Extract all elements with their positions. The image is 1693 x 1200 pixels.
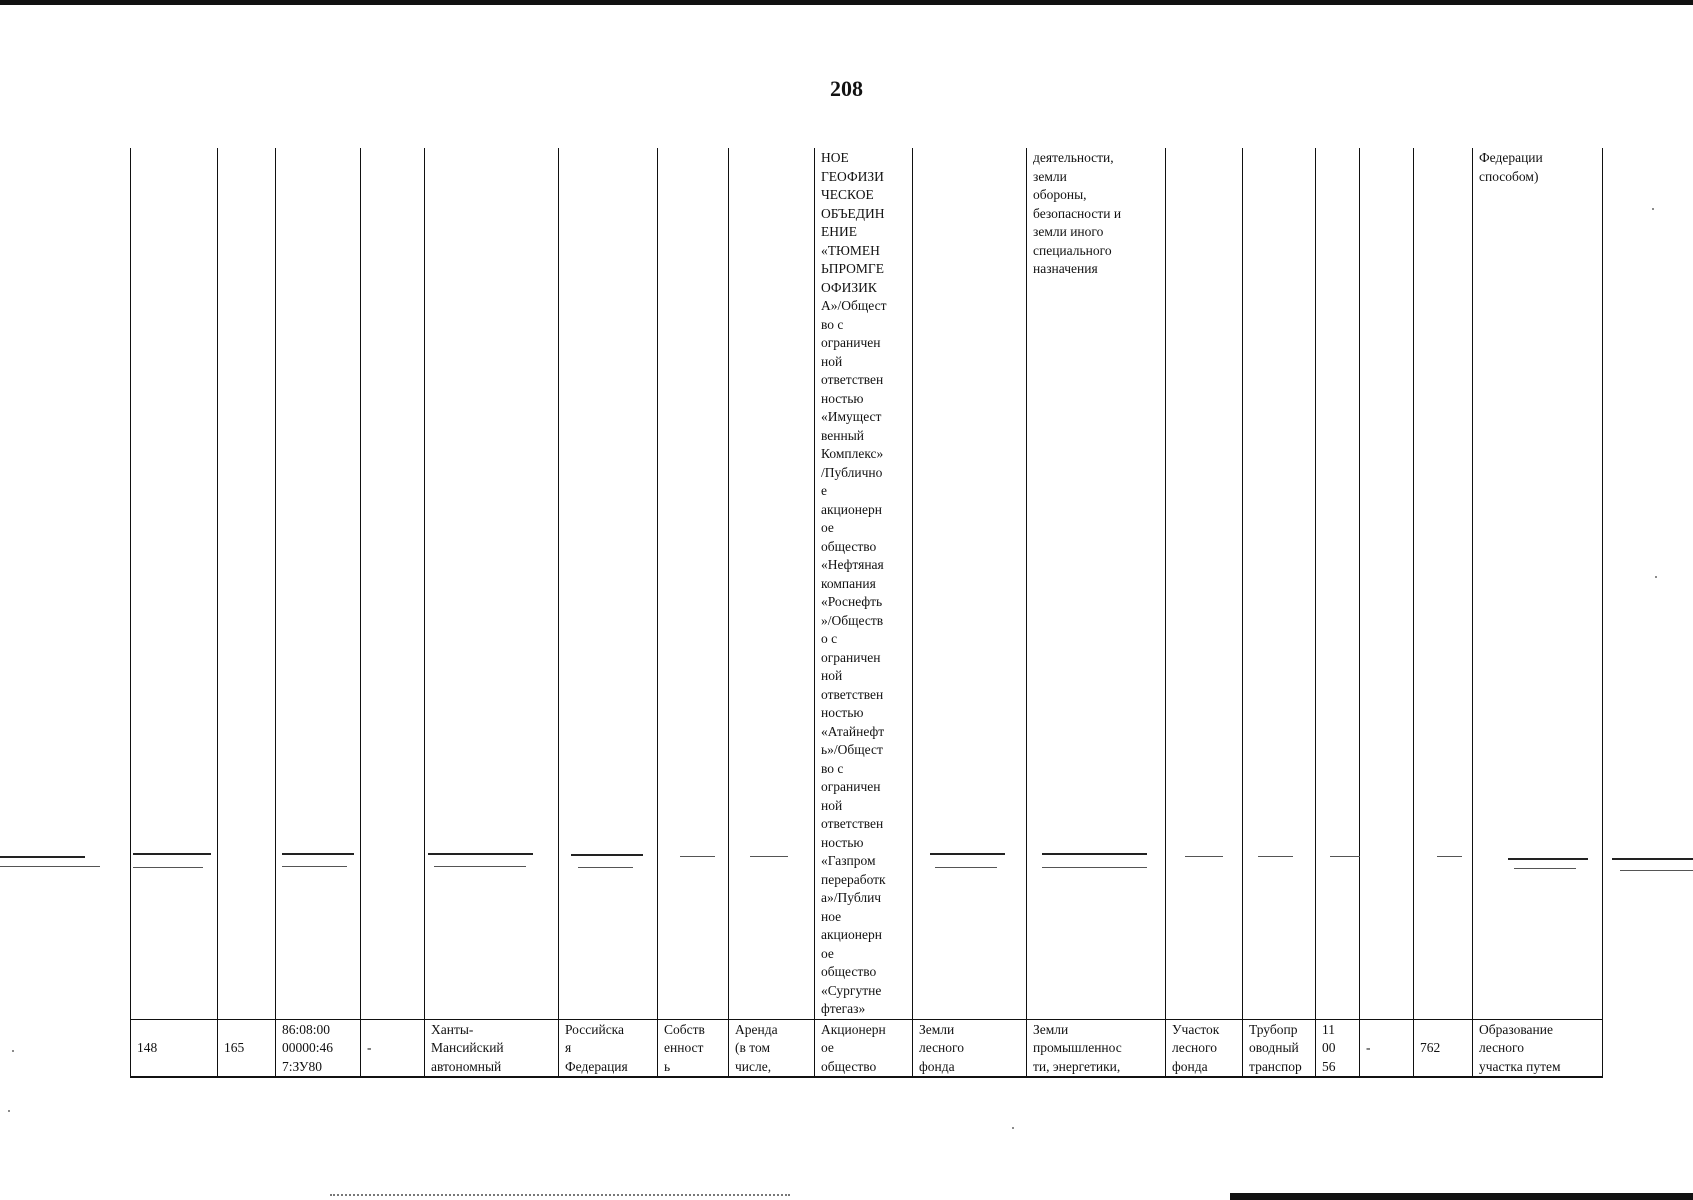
scan-artifact-line [935, 867, 997, 868]
scan-artifact-line [434, 866, 526, 867]
table-cell [1243, 148, 1316, 1019]
scan-artifact-line [428, 853, 533, 855]
scan-artifact-line [578, 867, 633, 868]
table-cell [658, 148, 729, 1019]
location-cell: Ханты- Мансийский автономный [425, 1019, 559, 1077]
encumbrance-cell: Аренда (в том числе, [729, 1019, 815, 1077]
scan-artifact-line [1185, 856, 1223, 857]
right-type-cell: Собств енност ь [658, 1019, 729, 1077]
scan-speck [8, 1110, 10, 1112]
table-cell [1316, 148, 1360, 1019]
scan-artifact-line [1042, 867, 1147, 868]
scan-artifact-line [571, 854, 643, 856]
applicant-cell: НОЕ ГЕОФИЗИ ЧЕСКОЕ ОБЪЕДИН ЕНИЕ «ТЮМЕН ЬПРОМГЕ ОФИЗИК А»/Общест во с ограничен ной ответствен ностью «Имущест венный Комплекс» /Публично е акционерн ое общество «Нефтяная компания «Роснефть »/Обществ о с ограничен ной ответствен ностью «Атайнефт ь»/Общест во с ограничен ной ответствен ностью «Газпром переработк а»/Публич ное акционерн ое общество «Сургутне фтегаз» [815, 148, 913, 1019]
area-cell: 11 00 56 [1316, 1019, 1360, 1077]
scan-artifact-line [0, 866, 100, 867]
cadastral-number-cell: 86:08:00 00000:46 7:ЗУ80 [276, 1019, 361, 1077]
scan-artifact-line [1612, 858, 1693, 860]
table-cell [559, 148, 658, 1019]
new-category-cell: Земли промышленнос ти, энергетики, [1027, 1019, 1166, 1077]
bottom-scan-artifact [330, 1194, 790, 1196]
table-cell [913, 148, 1027, 1019]
bottom-scan-border [1230, 1193, 1693, 1200]
table-cell [131, 148, 218, 1019]
scan-artifact-line [1258, 856, 1293, 857]
row-number2-cell: 165 [218, 1019, 276, 1077]
table-cell [1166, 148, 1243, 1019]
scan-speck [12, 1050, 14, 1052]
category-cell: Земли лесного фонда [913, 1019, 1027, 1077]
land-plots-table [130, 148, 1603, 1078]
dash-cell: - [361, 1019, 425, 1077]
table-row-148 [131, 1019, 1603, 1077]
purpose-cell: Трубопр оводный транспор [1243, 1019, 1316, 1077]
table-row-continuation [131, 148, 1603, 1019]
scan-artifact-line [1437, 856, 1462, 857]
table-cell [361, 148, 425, 1019]
scan-artifact-line [133, 867, 203, 868]
scan-artifact-line [680, 856, 715, 857]
value-cell: 762 [1414, 1019, 1473, 1077]
scan-artifact-line [1508, 858, 1588, 860]
scan-artifact-line [750, 856, 788, 857]
scan-artifact-line [282, 853, 354, 855]
dash-cell: - [1360, 1019, 1414, 1077]
land-category-cell: деятельности, земли обороны, безопасности и земли иного специального назначения [1027, 148, 1166, 1019]
owner-cell: Российска я Федерация [559, 1019, 658, 1077]
scan-speck [1652, 208, 1654, 210]
table-cell [276, 148, 361, 1019]
scan-artifact-line [133, 853, 211, 855]
scan-speck [1655, 576, 1657, 578]
table-cell [729, 148, 815, 1019]
scan-artifact-line [282, 866, 347, 867]
table-cell [1360, 148, 1414, 1019]
scan-artifact-line [930, 853, 1005, 855]
scan-speck [1012, 1127, 1014, 1129]
table-cell [1414, 148, 1473, 1019]
scan-artifact-line [1042, 853, 1147, 855]
table-cell [218, 148, 276, 1019]
scan-artifact-line [1514, 868, 1576, 869]
page-number: 208 [830, 76, 863, 101]
scan-artifact-line [0, 856, 85, 858]
scan-artifact-line [1330, 856, 1360, 857]
holder-cell: Акционерн ое общество [815, 1019, 913, 1077]
table-cell [425, 148, 559, 1019]
plot-type-cell: Участок лесного фонда [1166, 1019, 1243, 1077]
method-cell: Федерации способом) [1473, 148, 1603, 1019]
row-number-cell: 148 [131, 1019, 218, 1077]
scan-artifact-line [1620, 870, 1693, 871]
top-scan-border [0, 0, 1693, 5]
method-cell: Образование лесного участка путем [1473, 1019, 1603, 1077]
